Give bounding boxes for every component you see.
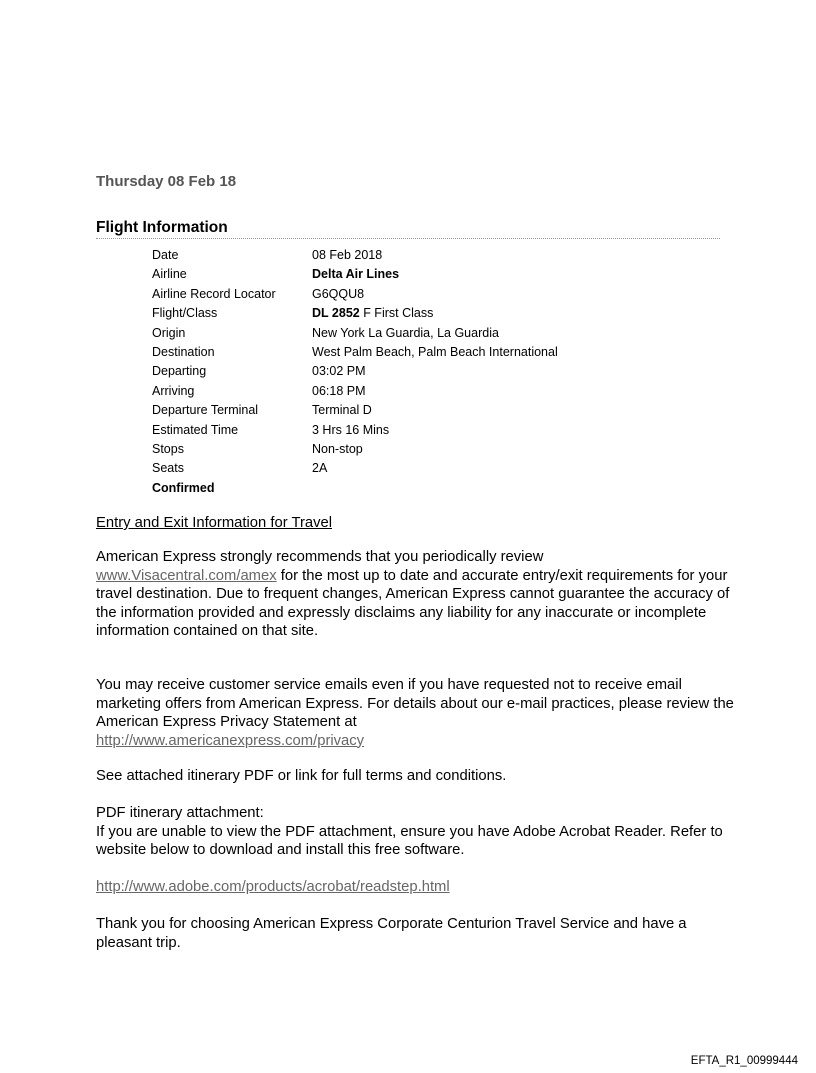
entry-exit-text-after: for the most up to date and accurate entry/exit requirements for your travel destination. Due to frequent changes, American Express cannot guarantee the accuracy of the information provided and expressly disclaims any liability for any inaccurate or incomplete information contained on that site. (96, 567, 730, 639)
adobe-link-line (96, 878, 736, 897)
row-arriving (152, 382, 558, 401)
arriving-label: Arriving (152, 383, 195, 398)
flight-class-value (312, 304, 433, 323)
row-estimated-time (152, 421, 558, 440)
row-departure-terminal (152, 401, 558, 420)
stops-value: Non-stop (312, 441, 363, 456)
entry-exit-text-before: American Express strongly recommends that you periodically review (96, 549, 544, 565)
stops-label: Stops (152, 441, 184, 456)
visacentral-link[interactable]: www.Visacentral.com/amex (96, 567, 277, 584)
entry-exit-paragraph (96, 548, 736, 641)
departure-terminal-value: Terminal D (312, 403, 372, 418)
row-date (152, 246, 558, 265)
row-record-locator (152, 285, 558, 304)
seats-label: Seats (152, 461, 184, 476)
flight-information-title: Flight Information (96, 219, 720, 239)
flight-class-label: Flight/Class (152, 306, 218, 321)
flight-details-table (152, 246, 558, 498)
origin-value: New York La Guardia, La Guardia (312, 325, 499, 340)
privacy-text: You may receive customer service emails even if you have requested not to receive email marketing offers from American Express. For details about our e-mail practices, please review the American Express Privacy Statement at (96, 677, 734, 730)
flight-number: DL 2852 (312, 306, 360, 321)
row-departing (152, 362, 558, 381)
travel-class: F First Class (363, 306, 434, 321)
arriving-value: 06:18 PM (312, 383, 366, 398)
seats-value: 2A (312, 461, 328, 476)
estimated-time-value: 3 Hrs 16 Mins (312, 422, 390, 437)
attachment-note: See attached itinerary PDF or link for full terms and conditions. (96, 768, 507, 784)
date-value: 08 Feb 2018 (312, 248, 383, 262)
departing-value: 03:02 PM (312, 364, 366, 379)
closing-text: Thank you for choosing American Express Corporate Centurion Travel Service and have a pleasant trip. (96, 916, 687, 951)
origin-label: Origin (152, 325, 186, 340)
date-label: Date (152, 248, 179, 262)
airline-label: Airline (152, 267, 187, 282)
row-airline (152, 265, 558, 284)
departing-label: Departing (152, 364, 207, 379)
row-flight-class (152, 304, 558, 323)
privacy-paragraph (96, 676, 736, 750)
pdf-line1: PDF itinerary attachment: (96, 805, 264, 821)
estimated-time-label: Estimated Time (152, 422, 239, 437)
pdf-paragraph (96, 804, 736, 860)
day-heading: Thursday 08 Feb 18 (96, 173, 237, 190)
pdf-line2: If you are unable to view the PDF attachment, ensure you have Adobe Acrobat Reader. Refer to website below to download and install this free software. (96, 823, 723, 858)
privacy-link[interactable]: http://www.americanexpress.com/privacy (96, 732, 365, 749)
row-origin (152, 324, 558, 343)
destination-value: West Palm Beach, Palm Beach International (312, 344, 558, 359)
document-id: EFTA_R1_00999444 (690, 1055, 798, 1067)
record-locator-label: Airline Record Locator (152, 286, 276, 301)
row-seats (152, 459, 558, 478)
adobe-link[interactable]: http://www.adobe.com/products/acrobat/readstep.html (96, 879, 450, 895)
record-locator-value: G6QQU8 (312, 286, 365, 301)
row-destination (152, 343, 558, 362)
row-stops (152, 440, 558, 459)
booking-status: Confirmed (152, 480, 215, 495)
airline-value: Delta Air Lines (312, 267, 400, 282)
departure-terminal-label: Departure Terminal (152, 403, 259, 418)
entry-exit-heading: Entry and Exit Information for Travel (96, 515, 333, 531)
destination-label: Destination (152, 344, 215, 359)
